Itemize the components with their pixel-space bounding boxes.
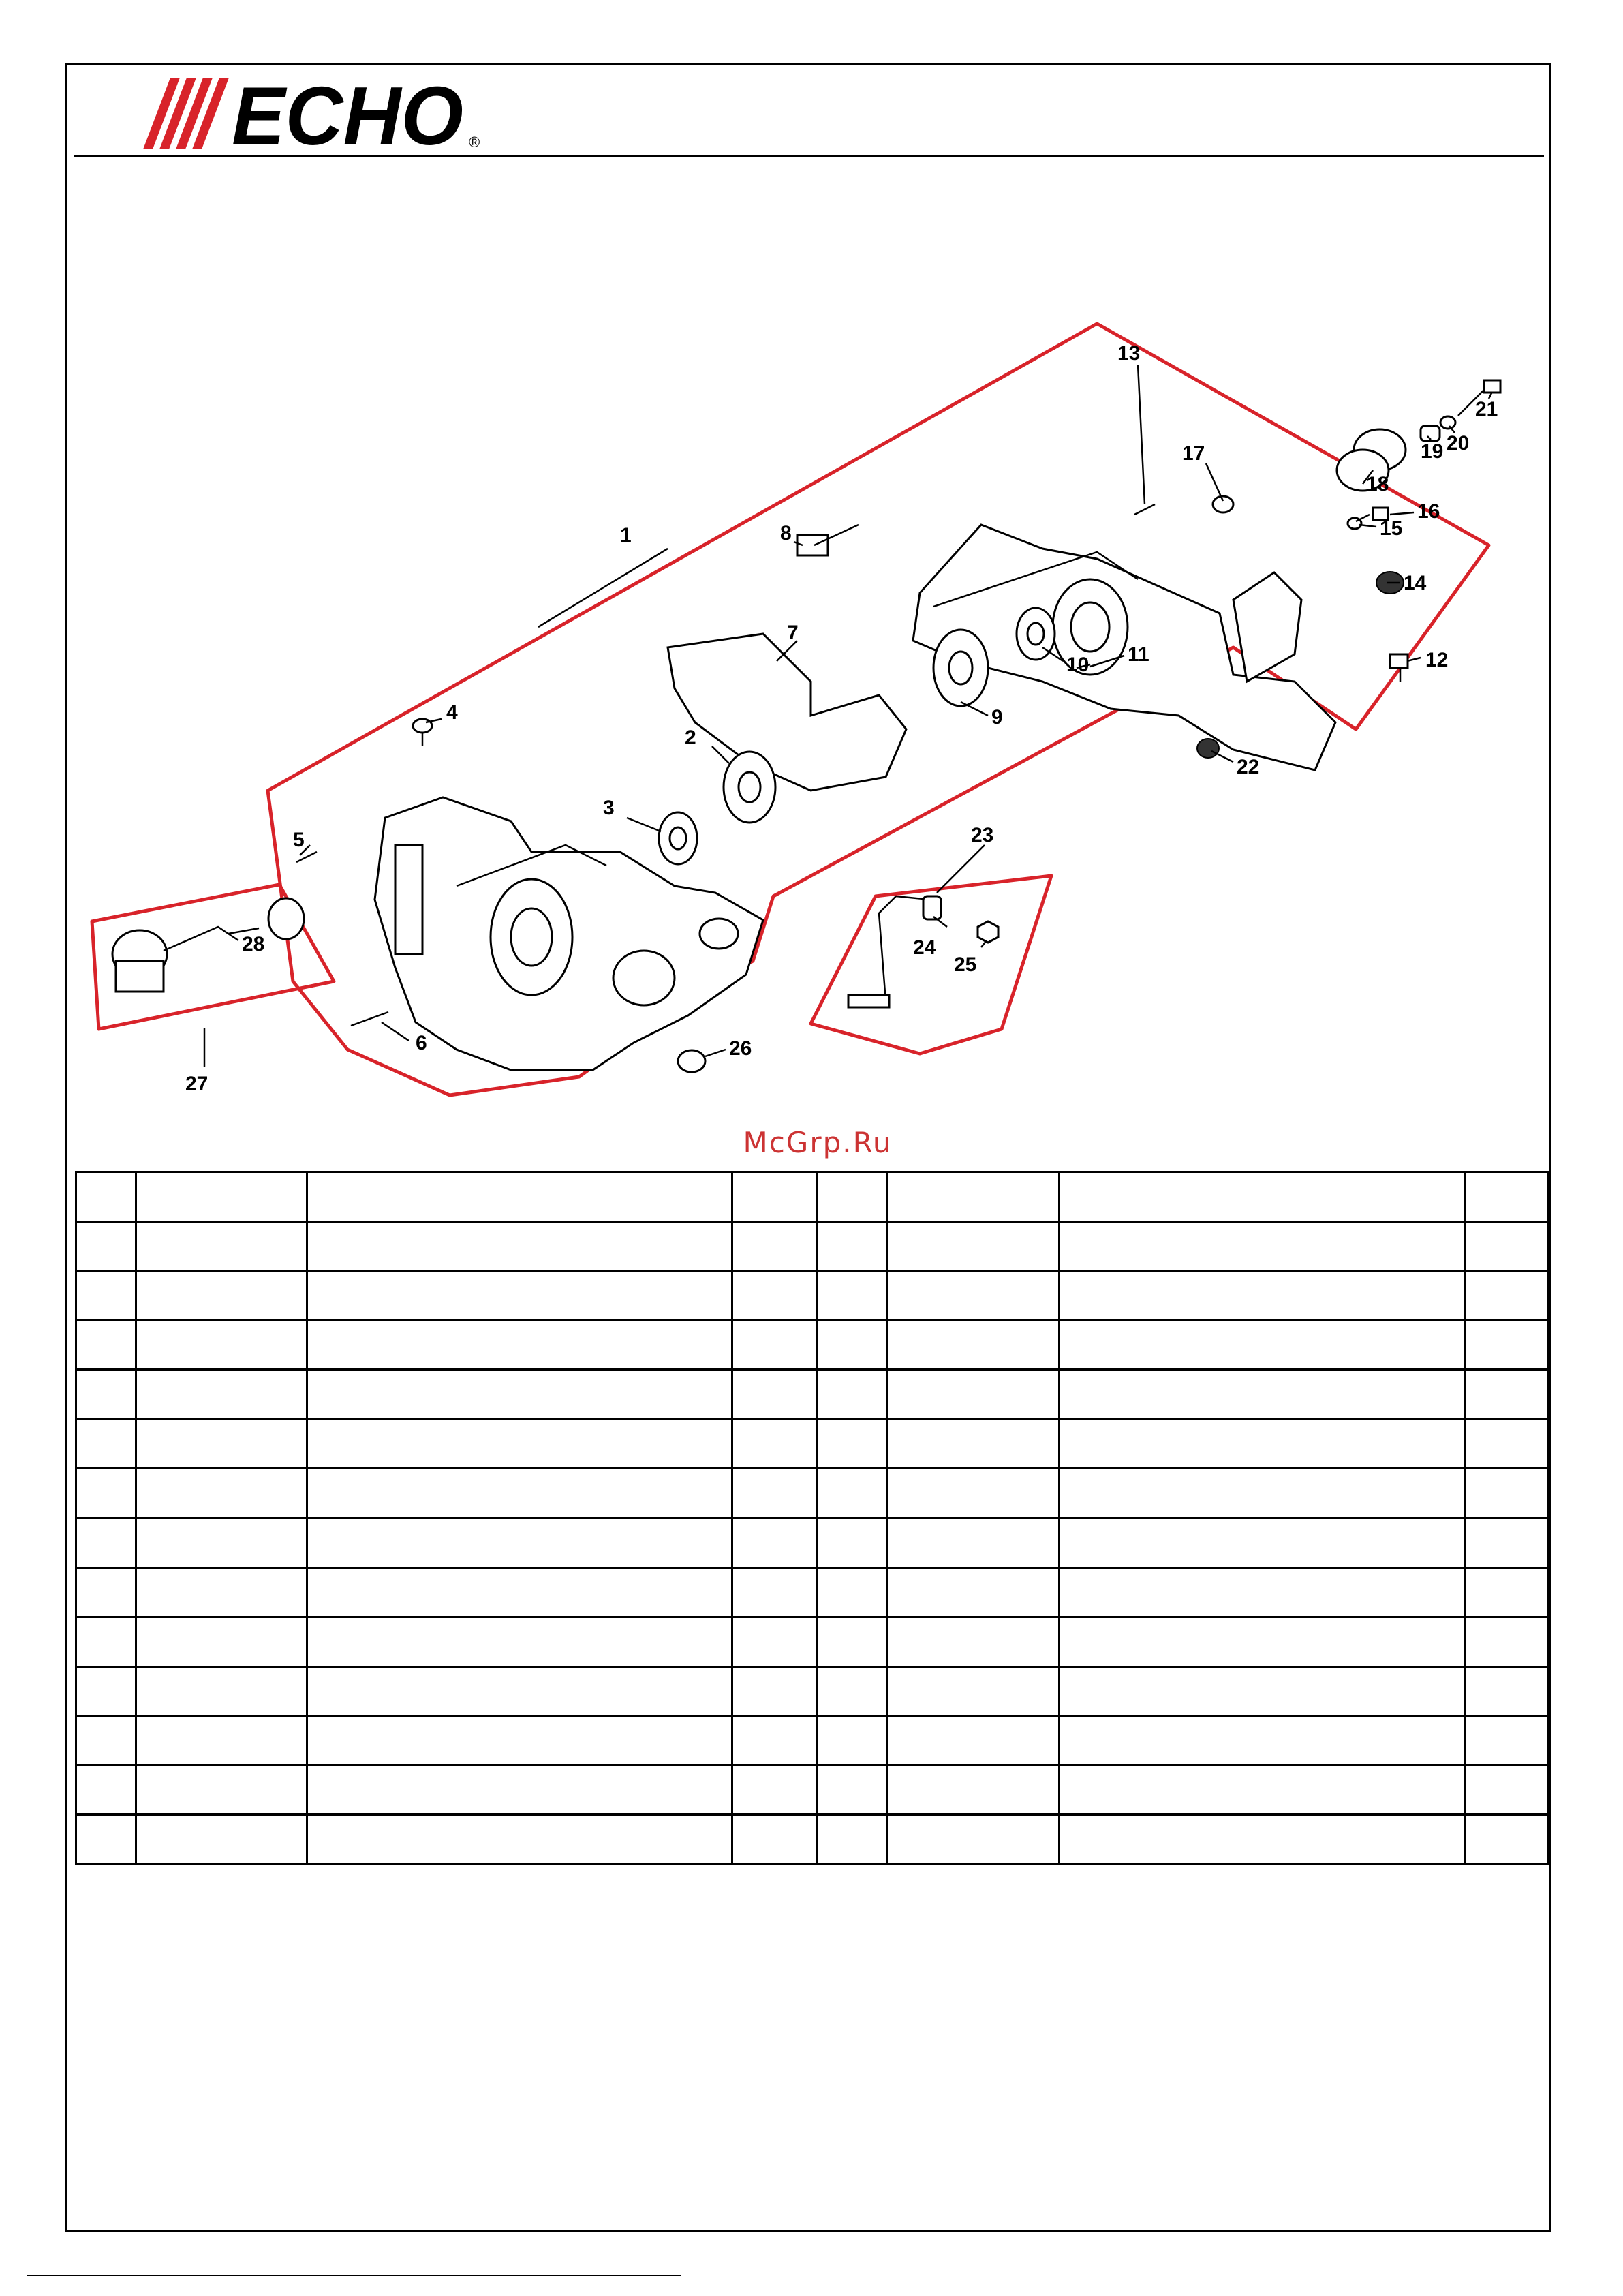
table-cell: [887, 1518, 1060, 1567]
table-cell: [136, 1567, 307, 1617]
table-row: [76, 1765, 1548, 1815]
table-cell: [887, 1320, 1060, 1370]
pickup-bracket: [848, 995, 889, 1007]
table-cell: [1465, 1815, 1548, 1865]
table-cell: [732, 1716, 817, 1766]
table-cell: [732, 1765, 817, 1815]
table-cell: [136, 1518, 307, 1567]
table-cell: [307, 1666, 732, 1716]
table-cell: [887, 1419, 1060, 1469]
table-cell: [76, 1518, 136, 1567]
table-row: [76, 1469, 1548, 1518]
table-cell: [1060, 1716, 1465, 1766]
table-cell: [732, 1617, 817, 1667]
table-cell: [76, 1617, 136, 1667]
table-cell: [887, 1666, 1060, 1716]
table-cell: [1465, 1518, 1548, 1567]
table-row: [76, 1617, 1548, 1667]
table-cell: [307, 1815, 732, 1865]
exploded-parts-diagram: [75, 164, 1547, 1131]
table-cell: [887, 1716, 1060, 1766]
callout-19: 19: [1421, 440, 1444, 463]
table-cell: [732, 1815, 817, 1865]
table-row: [76, 1419, 1548, 1469]
callout-28: 28: [242, 933, 265, 955]
table-cell: [1060, 1271, 1465, 1321]
table-cell: [817, 1320, 887, 1370]
callout-18: 18: [1366, 473, 1389, 495]
table-cell: [887, 1271, 1060, 1321]
table-cell: [307, 1320, 732, 1370]
table-cell: [1060, 1666, 1465, 1716]
table-cell: [1465, 1469, 1548, 1518]
table-cell: [1060, 1518, 1465, 1567]
table-cell: [136, 1617, 307, 1667]
logo-wordmark: ECHO: [232, 71, 463, 153]
table-cell: [817, 1370, 887, 1420]
washer-17: [1213, 496, 1233, 512]
screw-5: [296, 852, 317, 862]
table-cell: [307, 1419, 732, 1469]
table-cell: [1465, 1765, 1548, 1815]
parts-table-body: [76, 1172, 1548, 1865]
table-cell: [732, 1419, 817, 1469]
callout-27: 27: [185, 1073, 208, 1095]
crankcase-left-half: [375, 797, 763, 1070]
table-cell: [136, 1172, 307, 1222]
table-cell: [732, 1370, 817, 1420]
table-cell: [76, 1370, 136, 1420]
logo-registered-mark: ®: [469, 134, 480, 151]
callout-17: 17: [1182, 442, 1205, 465]
pin-13: [1134, 504, 1155, 515]
table-cell: [1465, 1666, 1548, 1716]
table-cell: [1465, 1172, 1548, 1222]
o-ring-28: [268, 898, 304, 939]
oil-seal-left: [659, 812, 697, 864]
table-cell: [1060, 1567, 1465, 1617]
table-cell: [887, 1370, 1060, 1420]
table-cell: [76, 1221, 136, 1271]
oil-filter: [923, 896, 941, 919]
table-cell: [1060, 1815, 1465, 1865]
callout-5: 5: [293, 829, 305, 851]
callout-1: 1: [620, 524, 632, 547]
parts-table: [75, 1171, 1549, 1865]
gasket: [668, 634, 906, 791]
callout-3: 3: [603, 797, 615, 819]
table-row: [76, 1666, 1548, 1716]
table-cell: [732, 1320, 817, 1370]
plug-4: [413, 719, 432, 746]
table-cell: [76, 1716, 136, 1766]
table-cell: [817, 1518, 887, 1567]
table-cell: [1465, 1370, 1548, 1420]
table-cell: [887, 1469, 1060, 1518]
table-cell: [1465, 1419, 1548, 1469]
table-cell: [1060, 1469, 1465, 1518]
table-cell: [817, 1271, 887, 1321]
callout-25: 25: [954, 953, 977, 976]
callout-13: 13: [1117, 342, 1141, 365]
header-divider: [74, 155, 1544, 157]
table-cell: [136, 1815, 307, 1865]
table-cell: [76, 1172, 136, 1222]
table-row: [76, 1172, 1548, 1222]
table-cell: [732, 1518, 817, 1567]
callout-10: 10: [1066, 654, 1089, 676]
table-row: [76, 1320, 1548, 1370]
table-cell: [307, 1469, 732, 1518]
table-cell: [1060, 1172, 1465, 1222]
table-cell: [136, 1221, 307, 1271]
table-cell: [307, 1518, 732, 1567]
callout-7: 7: [787, 622, 799, 644]
table-cell: [1060, 1320, 1465, 1370]
callout-23: 23: [971, 824, 994, 846]
table-cell: [1060, 1419, 1465, 1469]
table-cell: [887, 1617, 1060, 1667]
watermark: McGrp.Ru: [743, 1126, 893, 1159]
callout-22: 22: [1237, 756, 1260, 778]
table-row: [76, 1221, 1548, 1271]
table-row: [76, 1716, 1548, 1766]
cap-strap: [164, 927, 238, 951]
table-cell: [1060, 1221, 1465, 1271]
table-cell: [76, 1815, 136, 1865]
table-cell: [307, 1271, 732, 1321]
table-cell: [76, 1765, 136, 1815]
table-cell: [1060, 1765, 1465, 1815]
callout-26: 26: [729, 1037, 752, 1060]
table-cell: [76, 1320, 136, 1370]
table-cell: [307, 1716, 732, 1766]
table-cell: [307, 1567, 732, 1617]
table-cell: [136, 1716, 307, 1766]
table-cell: [817, 1469, 887, 1518]
table-cell: [1465, 1320, 1548, 1370]
table-cell: [307, 1370, 732, 1420]
washer-20: [1440, 416, 1455, 429]
callout-24: 24: [913, 936, 936, 959]
table-row: [76, 1518, 1548, 1567]
table-cell: [732, 1172, 817, 1222]
table-row: [76, 1567, 1548, 1617]
logo-stripes: [143, 78, 229, 149]
table-cell: [887, 1765, 1060, 1815]
callout-21: 21: [1475, 398, 1498, 420]
table-cell: [1465, 1716, 1548, 1766]
table-cell: [887, 1567, 1060, 1617]
table-cell: [817, 1419, 887, 1469]
table-cell: [136, 1666, 307, 1716]
bearing-right: [933, 630, 988, 706]
table-cell: [307, 1765, 732, 1815]
table-cell: [136, 1469, 307, 1518]
callout-2: 2: [685, 726, 696, 749]
table-cell: [1465, 1271, 1548, 1321]
table-cell: [817, 1716, 887, 1766]
nut-25: [978, 921, 998, 943]
table-cell: [1465, 1567, 1548, 1617]
table-row: [76, 1271, 1548, 1321]
callout-6: 6: [416, 1032, 427, 1054]
table-cell: [817, 1221, 887, 1271]
table-cell: [1465, 1221, 1548, 1271]
callout-11: 11: [1128, 643, 1149, 666]
table-cell: [76, 1271, 136, 1321]
table-cell: [817, 1172, 887, 1222]
table-cell: [817, 1567, 887, 1617]
callout-16: 16: [1417, 500, 1440, 523]
table-cell: [817, 1617, 887, 1667]
callout-4: 4: [446, 701, 458, 724]
bearing-left: [724, 752, 775, 823]
table-cell: [817, 1815, 887, 1865]
table-cell: [307, 1617, 732, 1667]
table-cell: [887, 1815, 1060, 1865]
cap-22: [1197, 739, 1219, 758]
table-cell: [732, 1567, 817, 1617]
table-cell: [76, 1666, 136, 1716]
table-cell: [732, 1271, 817, 1321]
oil-cap: [112, 930, 167, 992]
callout-12: 12: [1425, 649, 1449, 671]
table-cell: [1060, 1370, 1465, 1420]
footer-divider: [27, 2275, 681, 2276]
table-cell: [136, 1370, 307, 1420]
table-cell: [887, 1221, 1060, 1271]
table-cell: [732, 1469, 817, 1518]
callout-15: 15: [1380, 517, 1403, 540]
table-cell: [76, 1469, 136, 1518]
table-cell: [1060, 1617, 1465, 1667]
table-cell: [887, 1172, 1060, 1222]
table-cell: [817, 1666, 887, 1716]
table-cell: [817, 1765, 887, 1815]
table-row: [76, 1815, 1548, 1865]
table-cell: [307, 1172, 732, 1222]
table-cell: [136, 1320, 307, 1370]
table-row: [76, 1370, 1548, 1420]
table-cell: [76, 1567, 136, 1617]
callout-14: 14: [1404, 572, 1427, 594]
callout-20: 20: [1447, 432, 1470, 455]
callout-8: 8: [780, 522, 792, 545]
table-cell: [76, 1419, 136, 1469]
table-cell: [136, 1419, 307, 1469]
callout-9: 9: [991, 706, 1003, 729]
table-cell: [136, 1765, 307, 1815]
bushing-26: [678, 1050, 705, 1072]
table-cell: [307, 1221, 732, 1271]
guide-bar-stud: [797, 525, 859, 555]
table-cell: [136, 1271, 307, 1321]
table-cell: [1465, 1617, 1548, 1667]
echo-logo: [136, 71, 491, 153]
table-cell: [732, 1666, 817, 1716]
table-cell: [732, 1221, 817, 1271]
